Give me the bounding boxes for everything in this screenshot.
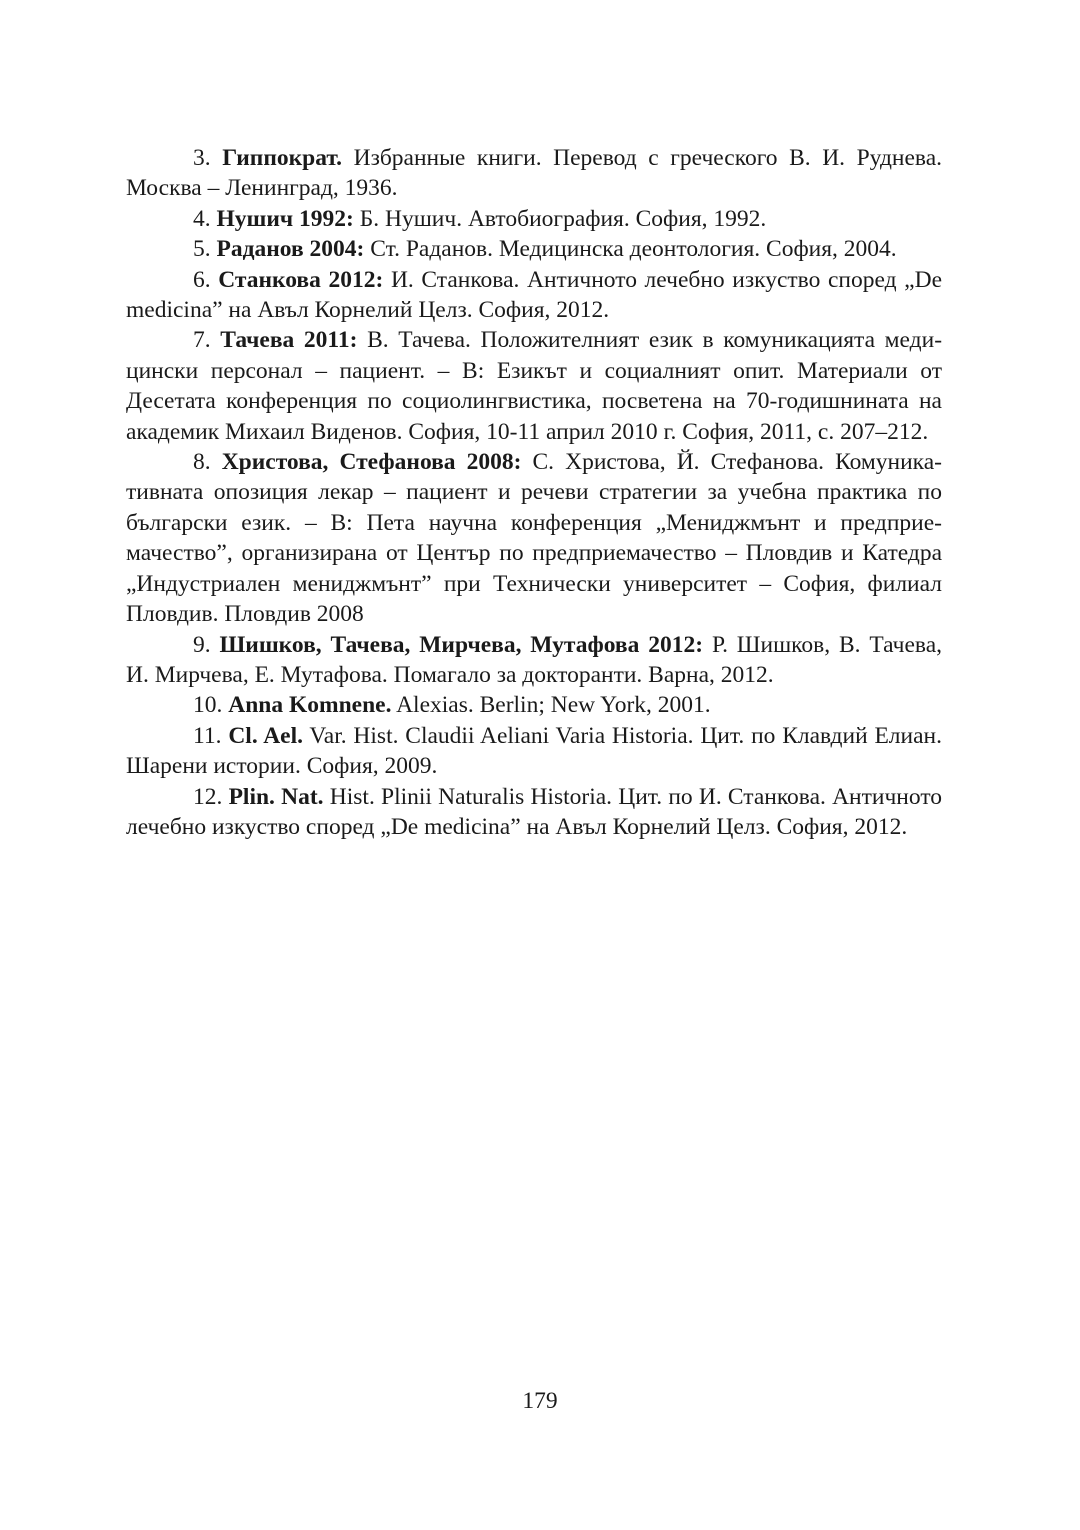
reference-key: Тачева 2011: [220,327,358,354]
reference-item [126,782,942,843]
reference-item [126,721,942,782]
reference-number: 10. [193,692,223,719]
reference-text: Б. Нушич. Автобиография. София, 1992. [359,205,767,232]
reference-key: Plin. Nat. [228,783,324,810]
reference-text: И. Станкова. Античното лечебно изкуство според „De medicina” на Авъл Корнелий Целз. София, 2012. [126,266,943,324]
reference-item [126,234,942,264]
reference-item [126,143,942,204]
reference-item [126,204,942,234]
reference-text: Р. Шишков, В. Тачева, И. Мирчева, Е. Мутафова. Помагало за докторанти. Варна, 2012. [126,631,942,688]
reference-item [126,447,942,629]
reference-key: Станкова 2012: [218,266,384,293]
reference-key: Христова, Стефанова 2008: [221,449,522,476]
reference-item [126,630,942,691]
reference-key: Anna Komnene. [228,692,392,719]
reference-number: 3. [193,145,211,171]
reference-text: Избранные книги. Перевод с греческого В. И. Руднева. Москва – Ленинград, 1936. [126,145,942,202]
reference-key: Cl. Ael. [228,722,304,749]
reference-list [126,143,942,842]
reference-text: В. Тачева. Положителният език в комуникацията медицински персонал – пациент. – В: Езикът и социалният опит. Материали от Десетата конференция по социолингвистика, посветена на 70-годишнината на академик Михаил Виденов. София, 10-11 април 2010 г. София, 2011, с. 207–212. [126,327,943,445]
reference-number: 4. [193,205,211,232]
reference-number: 8. [193,449,211,476]
reference-item [126,325,942,447]
reference-text: Hist. Plinii Naturalis Historia. Цит. по И. Станкова. Античното лечебно изкуство според „De medicina” на Авъл Корнелий Целз. София, 2012. [126,783,943,840]
reference-key: Нушич 1992: [216,205,354,232]
reference-key: Раданов 2004: [216,236,365,263]
reference-item [126,690,942,720]
reference-key: Шишков, Тачева, Мирчева, Мутафова 2012: [219,631,704,658]
reference-number: 5. [193,236,211,263]
reference-key: Гиппократ. [222,145,343,171]
reference-number: 6. [193,266,211,293]
reference-text: С. Христова, Й. Стефанова. Комуникативната опозиция лекар – пациент и речеви стратегии за учебна практика по български език. – В: Пета научна конференция „Мениджмънт и предприемачество”, организирана от Център по предприемачество – Пловдив и Катедра „Индустриален мениджмънт” при Технически университет – София, филиал Пловдив. Пловдив 2008 [126,449,942,628]
reference-text: Alexias. Berlin; New York, 2001. [396,692,711,719]
reference-number: 12. [193,783,223,810]
page-number: 179 [522,1388,558,1414]
reference-number: 7. [193,327,211,354]
reference-number: 9. [193,631,211,658]
reference-number: 11. [193,722,222,749]
reference-item [126,265,942,326]
reference-text: Var. Hist. Claudii Aeliani Varia Historia. Цит. по Клавдий Елиан. Шарени истории. София, 2009. [126,722,942,780]
reference-text: Ст. Раданов. Медицинска деонтология. София, 2004. [370,236,897,263]
